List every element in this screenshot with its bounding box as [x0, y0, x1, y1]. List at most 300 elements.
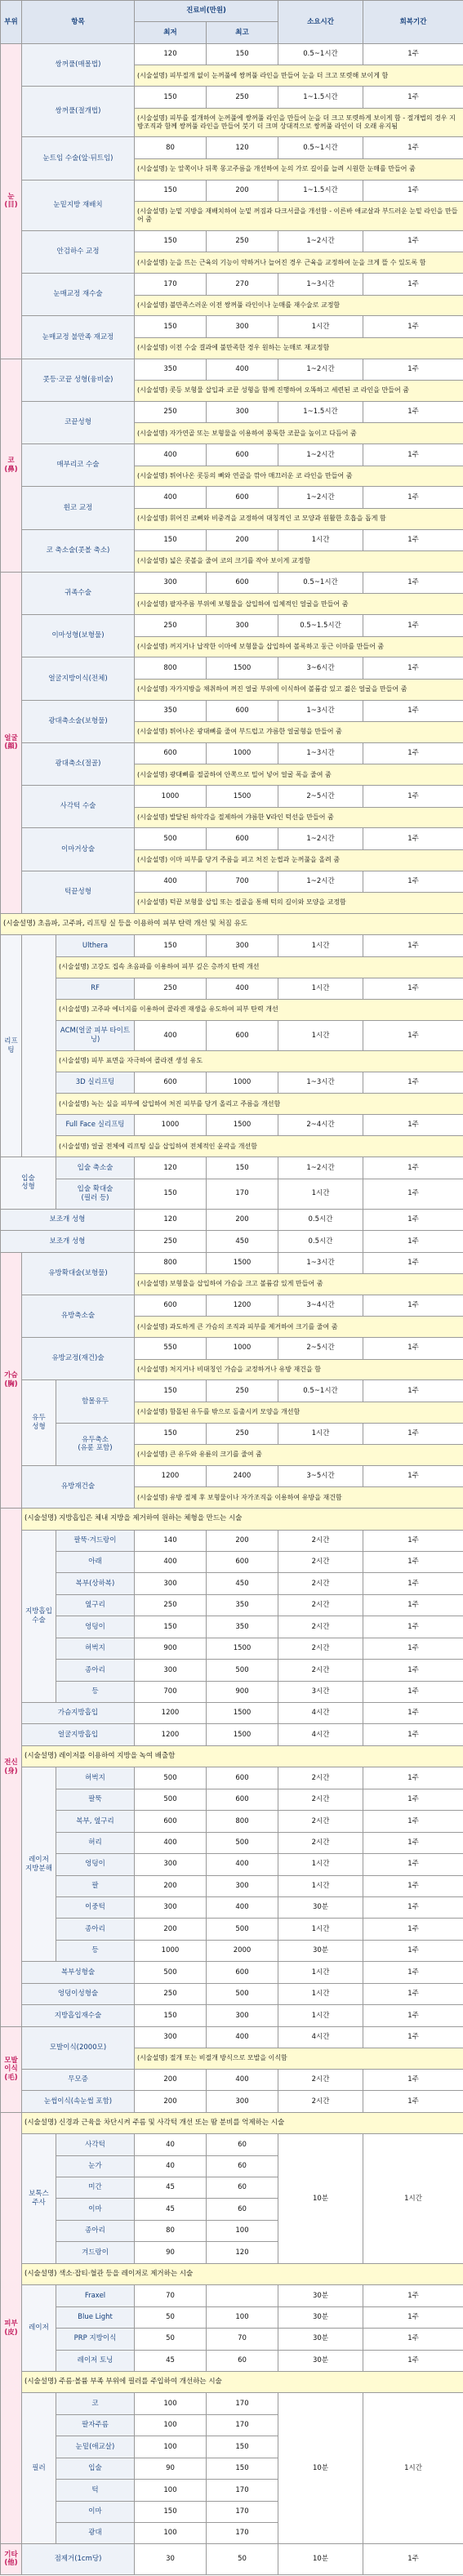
duration: 30분 [278, 2306, 363, 2328]
fee-min: 170 [135, 274, 207, 295]
item-name: 레이저 토닝 [56, 2350, 135, 2371]
item-name: 눈밑(애교살) [56, 2436, 135, 2458]
fee-max: 150 [207, 2436, 278, 2458]
duration: 10분 [278, 2393, 363, 2544]
item-name: 미간 [56, 2177, 135, 2199]
fee-max: 170 [207, 2414, 278, 2436]
item-name: 턱끝성형 [22, 871, 135, 913]
recovery: 1주 [363, 1295, 463, 1316]
table-row [1, 1832, 463, 1853]
item-name: 턱 [56, 2480, 135, 2501]
header-visit: 회복기간 [363, 1, 463, 44]
fee-max: 600 [207, 1767, 278, 1789]
table-row [1, 978, 463, 999]
duration: 2시간 [278, 1530, 363, 1551]
lifting-label: 리프팅 [1, 935, 22, 1157]
duration: 2시간 [278, 1594, 363, 1616]
fee-min: 150 [135, 1380, 207, 1402]
recovery: 1주 [363, 2285, 463, 2306]
fee-min: 50 [135, 2329, 207, 2350]
fee-max: 500 [207, 1832, 278, 1853]
item-description: (시술설명) 고주파 에너지를 이용하여 콜라겐 재생을 유도하여 피부 탄력 개선 [56, 1000, 463, 1021]
fee-max: 50 [207, 2544, 278, 2574]
recovery: 1시간 [363, 2134, 463, 2264]
table-row [1, 1703, 463, 1724]
item-description: (시술설명) 튀어나온 광대뼈를 줄여 부드럽고 갸름한 얼굴형을 만들어 줌 [135, 722, 463, 743]
fee-max: 300 [207, 615, 278, 636]
table-row [1, 180, 463, 201]
fee-min: 300 [135, 1896, 207, 1918]
banner-row [1, 2371, 463, 2392]
recovery: 1주 [363, 1530, 463, 1551]
table-row [1, 2544, 463, 2574]
fee-min: 800 [135, 1252, 207, 1273]
item-name: 유두축소 (유륜 포함) [56, 1423, 135, 1465]
table-row [1, 2091, 463, 2112]
duration: 1~2시간 [278, 487, 363, 508]
fee-min: 600 [135, 742, 207, 764]
fee-min: 70 [135, 2285, 207, 2306]
item-description: (시술설명) 눈밑 지방을 재배치하여 눈밑 꺼짐과 다크서클을 개선함 - 이른바 애교살과 부드러운 눈밑 라인을 만들어 줌 [135, 202, 463, 231]
item-description: (시술설명) 튀어나온 콧등의 뼈와 연골을 깎아 매끄러운 코 라인을 만들어 줌 [135, 466, 463, 487]
region-body: 전신 (身) [1, 1509, 22, 2027]
table-row [1, 1338, 463, 1359]
fee-max: 400 [207, 2069, 278, 2090]
fee-min: 300 [135, 1854, 207, 1875]
fee-min: 100 [135, 2523, 207, 2544]
item-description: (시술설명) 콧등 보형물 삽입과 코끝 성형을 함께 진행하여 오똑하고 세련된 코 라인을 만들어 줌 [135, 381, 463, 402]
table-row [1, 2329, 463, 2350]
fee-min: 600 [135, 1811, 207, 1832]
item-description: (시술설명) 이마 피부를 당겨 주름을 펴고 처진 눈썹과 눈꺼풀을 올려 줌 [135, 849, 463, 871]
fee-min: 150 [135, 1179, 207, 1209]
table-row [1, 87, 463, 108]
fee-min: 1000 [135, 1940, 207, 1961]
item-name: 지방흡입재수술 [22, 2005, 135, 2026]
item-name: 눈매교정 불만족 재교정 [22, 316, 135, 359]
fee-max: 600 [207, 1789, 278, 1810]
fee-max: 600 [207, 828, 278, 849]
fee-min: 500 [135, 1789, 207, 1810]
item-name: Ulthera [56, 935, 135, 956]
fee-max: 1500 [207, 1638, 278, 1659]
recovery: 1주 [363, 529, 463, 550]
table-row [1, 1423, 463, 1444]
recovery: 1주 [363, 2306, 463, 2328]
fee-max: 60 [207, 2134, 278, 2155]
fee-max: 170 [207, 2480, 278, 2501]
table-row [1, 1231, 463, 1252]
item-name: 복부성형술 [22, 1962, 135, 1983]
duration: 2시간 [278, 2069, 363, 2090]
recovery: 1주 [363, 1660, 463, 1681]
item-name: 종아리 [56, 1660, 135, 1681]
region-skin: 피부 (皮) [1, 2112, 22, 2544]
fee-min: 1000 [135, 786, 207, 807]
item-name: 모발이식(2000모) [22, 2026, 135, 2069]
duration: 0.5~1시간 [278, 572, 363, 593]
duration: 1~3시간 [278, 700, 363, 721]
item-name: 팔 [56, 1875, 135, 1896]
fee-max: 60 [207, 2177, 278, 2199]
table-row [1, 1660, 463, 1681]
duration: 0.5~1.5시간 [278, 615, 363, 636]
fee-min: 140 [135, 1530, 207, 1551]
duration: 2~5시간 [278, 786, 363, 807]
recovery: 1주 [363, 657, 463, 679]
recovery: 1주 [363, 1811, 463, 1832]
recovery: 1주 [363, 274, 463, 295]
item-name: 이중턱 [56, 1896, 135, 1918]
fee-max: 1500 [207, 786, 278, 807]
region-etc: 기타 (他) [1, 2544, 22, 2574]
item-description: (시술설명) 피부를 절개하여 눈꺼풀에 쌍꺼풀 라인을 만들어 눈을 더 크고 또렷하게 보이게 함 - 절개법의 경우 지방조직과 함께 쌍꺼풀 라인을 만들어 붓기 더 크며 상대적으로 쌍꺼풀 라인이 더 오래 유지됨 [135, 108, 463, 137]
fee-max: 150 [207, 1157, 278, 1179]
recovery: 1주 [363, 871, 463, 892]
recovery: 1주 [363, 1919, 463, 1940]
fee-min: 1200 [135, 1465, 207, 1486]
table-row [1, 1962, 463, 1983]
duration: 3~4시간 [278, 1295, 363, 1316]
item-name: 허벅지 [56, 1767, 135, 1789]
duration: 1시간 [278, 1423, 363, 1444]
table-row [1, 137, 463, 158]
item-name: 엉덩이 [56, 1616, 135, 1638]
item-name: 귀족수술 [22, 572, 135, 614]
duration: 2시간 [278, 2091, 363, 2112]
fee-max: 600 [207, 1962, 278, 1983]
fee-max: 2400 [207, 1465, 278, 1486]
item-name: Blue Light [56, 2306, 135, 2328]
fee-min: 200 [135, 1919, 207, 1940]
item-name: 얼굴지방이식(전체) [22, 657, 135, 700]
item-name: 쌍꺼풀(매몰법) [22, 43, 135, 86]
recovery: 1주 [363, 1789, 463, 1810]
duration: 1~2시간 [278, 230, 363, 252]
item-name: 코 축소술(콧볼 축소) [22, 529, 135, 572]
fee-max: 250 [207, 1380, 278, 1402]
fee-min: 400 [135, 444, 207, 466]
fee-max: 200 [207, 180, 278, 201]
table-row [1, 1811, 463, 1832]
item-name: 점제거(1cm당) [22, 2544, 135, 2574]
duration: 2~4시간 [278, 1114, 363, 1135]
fee-min: 150 [135, 2501, 207, 2522]
duration: 1~1.5시간 [278, 401, 363, 422]
item-name: 이마 [56, 2199, 135, 2220]
fee-max: 600 [207, 1551, 278, 1572]
table-row [1, 1594, 463, 1616]
banner-row [1, 1509, 463, 1530]
fee-max: 600 [207, 1020, 278, 1050]
fee-min: 40 [135, 2134, 207, 2155]
table-row [1, 1179, 463, 1209]
fee-max: 170 [207, 2523, 278, 2544]
fee-min: 120 [135, 1209, 207, 1230]
table-row [1, 1252, 463, 1273]
fee-min: 250 [135, 1594, 207, 1616]
fee-max: 1500 [207, 657, 278, 679]
item-name: 휜코 교정 [22, 487, 135, 529]
fee-max: 170 [207, 2393, 278, 2414]
recovery: 1주 [363, 1638, 463, 1659]
fee-max: 700 [207, 871, 278, 892]
table-row [1, 1050, 463, 1072]
duration: 1시간 [278, 529, 363, 550]
duration: 1시간 [278, 1875, 363, 1896]
recovery: 1주 [363, 1724, 463, 1745]
recovery: 1시간 [363, 2393, 463, 2544]
fee-min: 600 [135, 1295, 207, 1316]
fee-max: 200 [207, 1530, 278, 1551]
table-row [1, 1767, 463, 1789]
section-banner: (시술설명) 초음파, 고주파, 리프팅 실 등을 이용하여 피부 탄력 개선 및 처짐 유도 [1, 913, 463, 934]
fee-max: 300 [207, 1875, 278, 1896]
fee-max: 270 [207, 274, 278, 295]
fee-min: 1000 [135, 1114, 207, 1135]
item-name: Full Face 실리프팅 [56, 1114, 135, 1135]
item-name: 종아리 [56, 2220, 135, 2241]
table-row [1, 1789, 463, 1810]
duration: 1~2시간 [278, 1157, 363, 1179]
fee-max: 400 [207, 2026, 278, 2048]
fee-max: 500 [207, 1919, 278, 1940]
table-row [1, 1136, 463, 1157]
duration: 1시간 [278, 1962, 363, 1983]
duration: 30분 [278, 1896, 363, 1918]
recovery: 1주 [363, 1231, 463, 1252]
fee-min: 500 [135, 1962, 207, 1983]
fee-min: 250 [135, 1983, 207, 2004]
item-name: RF [56, 978, 135, 999]
fee-max: 600 [207, 487, 278, 508]
recovery: 1주 [363, 1072, 463, 1093]
item-name: PRP 지방이식 [56, 2329, 135, 2350]
section-banner: (시술설명) 주름·볼륨 부족 부위에 필러를 주입하여 개선하는 시술 [22, 2371, 463, 2392]
fee-min: 200 [135, 1875, 207, 1896]
duration: 1~3시간 [278, 742, 363, 764]
fee-max: 170 [207, 2501, 278, 2522]
duration: 1시간 [278, 316, 363, 337]
duration: 1시간 [278, 935, 363, 956]
fee-max: 60 [207, 2199, 278, 2220]
duration: 30분 [278, 2285, 363, 2306]
item-name: 광대축소(절골) [22, 742, 135, 785]
item-name: 유방재건술 [22, 1465, 135, 1508]
fee-min: 500 [135, 1767, 207, 1789]
fee-min: 350 [135, 359, 207, 380]
fee-min: 120 [135, 1157, 207, 1179]
table-row [1, 529, 463, 550]
duration: 1시간 [278, 2005, 363, 2026]
fee-max: 300 [207, 401, 278, 422]
region-hair: 모발이식 (毛) [1, 2026, 22, 2112]
recovery: 1주 [363, 742, 463, 764]
item-description: (시술설명) 팔자주름 부위에 보형물을 삽입하여 입체적인 얼굴을 만들어 줌 [135, 594, 463, 615]
fee-max: 400 [207, 978, 278, 999]
table-row [1, 935, 463, 956]
table-row [1, 1573, 463, 1594]
table-row [1, 1724, 463, 1745]
fee-max: 600 [207, 444, 278, 466]
duration: 1시간 [278, 1919, 363, 1940]
recovery: 1주 [363, 1594, 463, 1616]
item-description: (시술설명) 휘어진 코뼈와 비중격을 교정하여 대칭적인 코 모양과 원활한 호흡을 돕게 함 [135, 508, 463, 529]
table-row [1, 1072, 463, 1093]
fee-max: 200 [207, 1209, 278, 1230]
duration: 0.5~1시간 [278, 1380, 363, 1402]
item-name: 광대축소술(보형물) [22, 700, 135, 742]
fee-max: 600 [207, 572, 278, 593]
fee-min: 1200 [135, 1724, 207, 1745]
fee-max: 900 [207, 1681, 278, 1702]
fee-min: 90 [135, 2458, 207, 2479]
item-description: (시술설명) 자가연골 또는 보형물을 이용하여 뭉툭한 코끝을 높이고 다듬어 줌 [135, 423, 463, 444]
duration: 1~3시간 [278, 1072, 363, 1093]
item-name: 쌍꺼풀(절개법) [22, 87, 135, 137]
table-row [1, 1875, 463, 1896]
fee-min: 550 [135, 1338, 207, 1359]
table-row [1, 956, 463, 978]
item-name: 입술 확대술 (필러 등) [56, 1179, 135, 1209]
fee-min: 120 [135, 43, 207, 65]
fee-min: 80 [135, 137, 207, 158]
fee-max: 1000 [207, 1072, 278, 1093]
table-row [1, 2350, 463, 2371]
fee-min: 150 [135, 180, 207, 201]
fee-min: 45 [135, 2199, 207, 2220]
fee-min: 250 [135, 615, 207, 636]
recovery: 1주 [363, 444, 463, 466]
banner-row [1, 2112, 463, 2133]
recovery: 1주 [363, 2329, 463, 2350]
recovery: 1주 [363, 316, 463, 337]
duration: 2시간 [278, 1767, 363, 1789]
item-description: (시술설명) 고강도 집속 초음파를 이용하여 피부 깊은 층까지 탄력 개선 [56, 956, 463, 978]
fee-min: 500 [135, 828, 207, 849]
table-row [1, 2306, 463, 2328]
table-row [1, 572, 463, 593]
lips-group: 입술 성형 [1, 1157, 56, 1210]
table-row [1, 1681, 463, 1702]
table-row [1, 1530, 463, 1551]
botox-group: 보톡스 주사 [22, 2134, 56, 2264]
item-description: (시술설명) 큰 유두와 유륜의 크기를 줄여 줌 [135, 1445, 463, 1466]
fee-min: 150 [135, 529, 207, 550]
fee-max: 400 [207, 1896, 278, 1918]
duration: 2시간 [278, 1551, 363, 1572]
duration: 1~2시간 [278, 444, 363, 466]
duration: 1시간 [278, 1854, 363, 1875]
table-row [1, 1854, 463, 1875]
item-description: (시술설명) 눈을 뜨는 근육의 기능이 약하거나 늘어진 경우 근육을 교정하여 눈을 크게 뜰 수 있도록 함 [135, 252, 463, 274]
item-name: 이마거상술 [22, 828, 135, 871]
recovery: 1주 [363, 1551, 463, 1572]
fee-min: 800 [135, 657, 207, 679]
fee-max: 150 [207, 2458, 278, 2479]
item-name: 복부, 옆구리 [56, 1811, 135, 1832]
laser-group: 레이저 [22, 2285, 56, 2372]
duration: 3~5시간 [278, 1465, 363, 1486]
header-part: 부위 [1, 1, 22, 44]
region-face: 얼굴 (顔) [1, 572, 22, 913]
duration: 4시간 [278, 2026, 363, 2048]
item-description: (시술설명) 이전 수술 결과에 불만족한 경우 원하는 눈매로 재교정함 [135, 337, 463, 359]
item-description: (시술설명) 피부절개 없이 눈꺼풀에 쌍꺼풀 라인을 만들어 눈을 더 크고 또렷해 보이게 함 [135, 65, 463, 87]
item-name: 콧등·코끝 성형(융비술) [22, 359, 135, 401]
fee-max: 170 [207, 1179, 278, 1209]
table-row [1, 657, 463, 679]
banner-row [1, 2263, 463, 2284]
table-row [1, 700, 463, 721]
table-row [1, 2134, 463, 2155]
item-name: 가슴지방흡입 [22, 1703, 135, 1724]
header-row [1, 1, 463, 22]
item-name: 겨드랑이 [56, 2242, 135, 2263]
nipple-group: 유두 성형 [22, 1380, 56, 1466]
section-banner: (시술설명) 색소·잡티·혈관 등을 레이저로 제거하는 시술 [22, 2263, 463, 2284]
duration: 2시간 [278, 1616, 363, 1638]
fee-min: 150 [135, 1616, 207, 1638]
item-description: (시술설명) 절개 또는 비절개 방식으로 모발을 이식함 [135, 2048, 463, 2070]
header-time: 소요시간 [278, 1, 363, 44]
item-name: 아래 [56, 1551, 135, 1572]
duration: 1시간 [278, 1983, 363, 2004]
fee-max: 150 [207, 43, 278, 65]
table-row [1, 1020, 463, 1050]
duration: 2시간 [278, 1573, 363, 1594]
item-description: (시술설명) 꺼지거나 납작한 이마에 보형물을 삽입하여 볼록하고 둥근 이마를 만들어 줌 [135, 636, 463, 657]
duration: 1시간 [278, 1020, 363, 1050]
recovery: 1주 [363, 1616, 463, 1638]
fee-min: 600 [135, 1072, 207, 1093]
item-description: (시술설명) 유방 절제 후 보형물이나 자가조직을 이용하여 유방을 재건함 [135, 1487, 463, 1509]
filler-group: 필러 [22, 2393, 56, 2544]
recovery: 1주 [363, 2026, 463, 2048]
item-name: 팔뚝 [56, 1789, 135, 1810]
recovery: 1주 [363, 2544, 463, 2574]
item-name: ACM(얼굴 피부 타이트닝) [56, 1020, 135, 1050]
fee-max: 1500 [207, 1703, 278, 1724]
table-row [1, 828, 463, 849]
fee-min: 90 [135, 2242, 207, 2263]
table-row [1, 1094, 463, 1115]
fee-max: 450 [207, 1231, 278, 1252]
recovery: 1주 [363, 1832, 463, 1853]
item-description: (시술설명) 함몰된 유두를 밖으로 돌출시켜 모양을 개선함 [135, 1402, 463, 1423]
fee-min: 400 [135, 1551, 207, 1572]
table-row [1, 1157, 463, 1179]
fee-max: 300 [207, 2091, 278, 2112]
header-fee: 진료비(만원) [135, 1, 278, 22]
item-name: 안검하수 교정 [22, 230, 135, 273]
recovery: 1주 [363, 2350, 463, 2371]
table-row [1, 444, 463, 466]
table-row [1, 615, 463, 636]
table-row [1, 1295, 463, 1316]
fee-max: 300 [207, 316, 278, 337]
fee-max: 200 [207, 529, 278, 550]
recovery: 1주 [363, 1338, 463, 1359]
duration: 2시간 [278, 1811, 363, 1832]
item-description: (시술설명) 보형물을 삽입하여 가슴을 크고 볼륨감 있게 만들어 줌 [135, 1274, 463, 1295]
recovery: 1주 [363, 1875, 463, 1896]
item-description: (시술설명) 넓은 콧볼을 줄여 코의 크기를 작아 보이게 교정함 [135, 551, 463, 573]
item-name: 종아리 [56, 1919, 135, 1940]
item-name: 매부리코 수술 [22, 444, 135, 487]
item-description: (시술설명) 발달된 하악각을 절제하여 갸름한 V라인 턱선을 만들어 줌 [135, 807, 463, 828]
recovery: 1주 [363, 1854, 463, 1875]
